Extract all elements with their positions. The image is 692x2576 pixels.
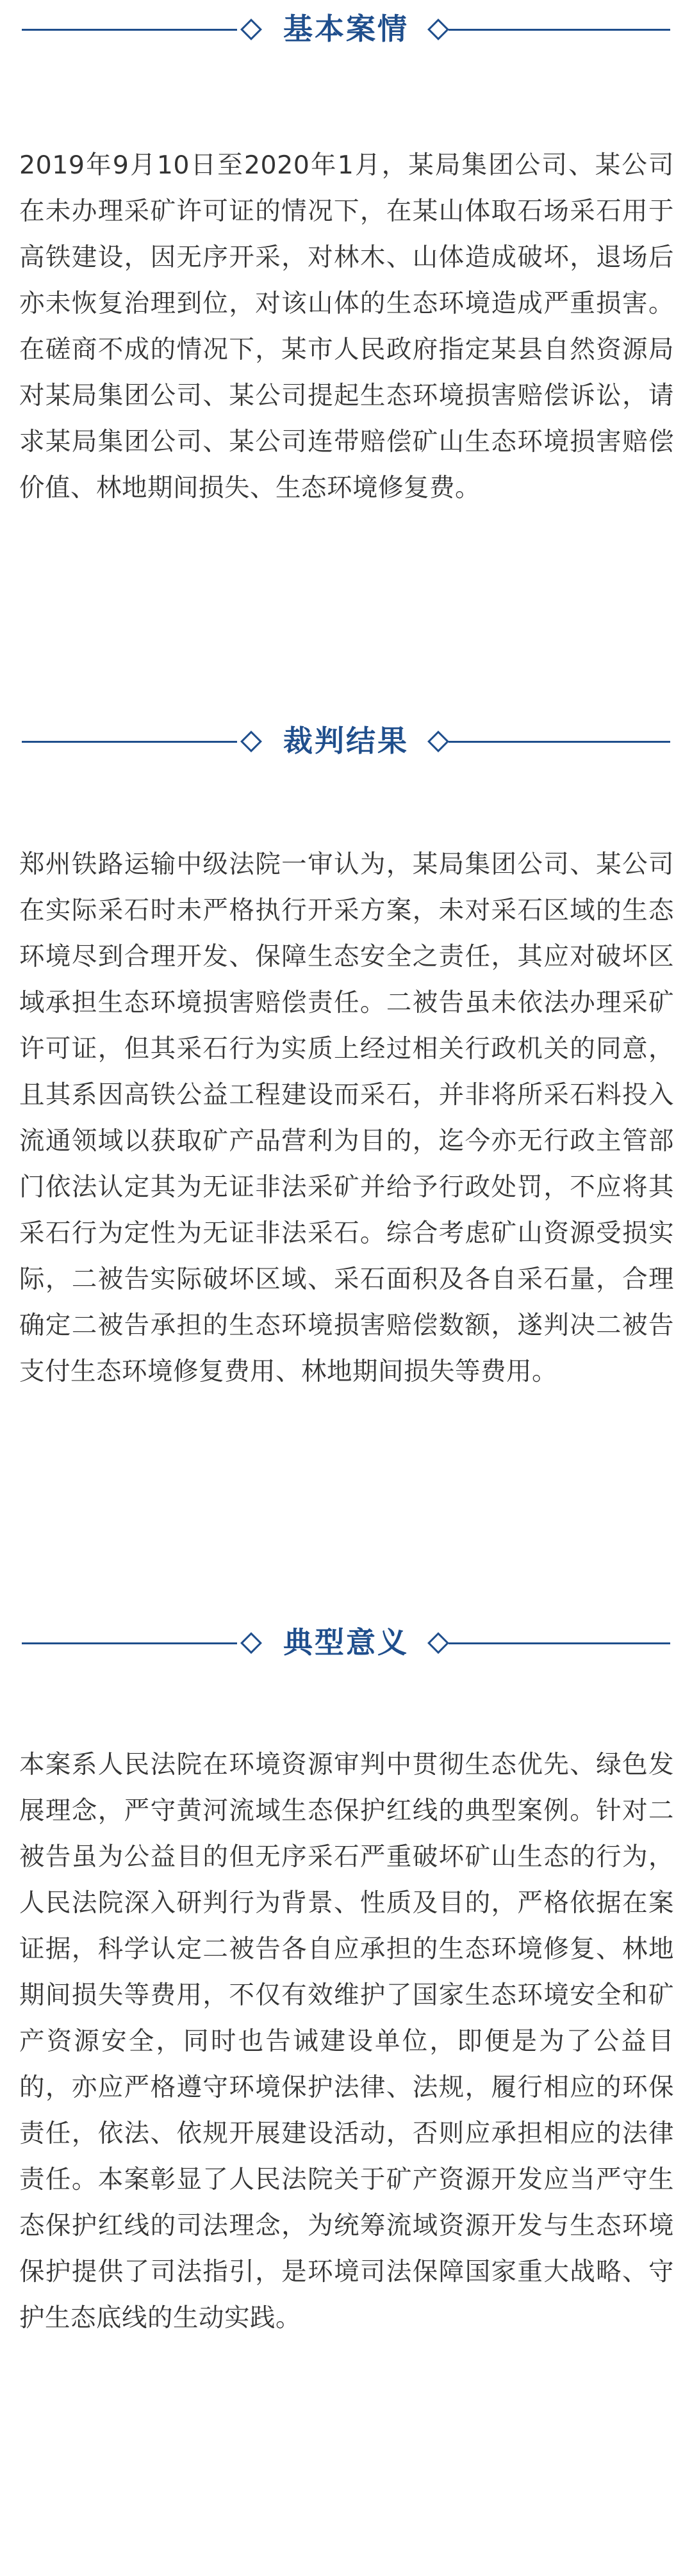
- section-body: 郑州铁路运输中级法院一审认为，某局集团公司、某公司在实际采石时未严格执行开采方案，未对采石区域的生态环境尽到合理开发、保障生态安全之责任，其应对破坏区域承担生态环境损害赔偿责任。二被告虽未依法办理采矿许可证，但其采石行为实质上经过相关行政机关的同意，且其系因高铁公益工程建设而采石，并非将所采石料投入流通领域以获取矿产品营利为目的，迄今亦无行政主管部门依法认定其为无证非法采矿并给予行政处罚，不应将其采石行为定性为无证非法采石。综合考虑矿山资源受损实际，二被告实际破坏区域、采石面积及各自采石量，合理确定二被告承担的生态环境损害赔偿数额，遂判决二被告支付生态环境修复费用、林地期间损失等费用。: [19, 850, 674, 1386]
- diamond-ornament-icon: [240, 1632, 262, 1654]
- heading-divider-left: [22, 29, 237, 31]
- section-body: 本案系人民法院在环境资源审判中贯彻生态优先、绿色发展理念，严守黄河流域生态保护红线的典型案例。针对二被告虽为公益目的但无序采石严重破坏矿山生态的行为，人民法院深入研判行为背景、性质及目的，严格依据在案证据，科学认定二被告各自应承担的生态环境修复、林地期间损失等费用，不仅有效维护了国家生态环境安全和矿产资源安全，同时也告诫建设单位，即便是为了公益目的，亦应严格遵守环境保护法律、法规，履行相应的环保责任，依法、依规开展建设活动，否则应承担相应的法律责任。本案彰显了人民法院关于矿产资源开发应当严守生态保护红线的司法理念，为统筹流域资源开发与生态环境保护提供了司法指引，是环境司法保障国家重大战略、守护生态底线的生动实践。: [19, 1750, 674, 2333]
- heading-divider-left: [22, 1642, 237, 1644]
- diamond-ornament-icon: [240, 731, 262, 752]
- heading-divider-right: [449, 1642, 670, 1644]
- diamond-ornament-icon: [427, 731, 449, 752]
- section-typical-significance: [0, 1614, 692, 2576]
- diamond-ornament-icon: [427, 19, 449, 40]
- diamond-ornament-icon: [427, 1632, 449, 1654]
- diamond-ornament-icon: [240, 19, 262, 40]
- heading-divider-right: [449, 29, 670, 31]
- section-heading: [0, 712, 692, 770]
- section-title: 基本案情: [283, 12, 409, 46]
- section-judgment-result: [0, 712, 692, 1583]
- heading-divider-right: [449, 741, 670, 743]
- section-title: 裁判结果: [283, 724, 409, 758]
- section-heading: [0, 0, 692, 58]
- section-body: 2019年9月10日至2020年1月，某局集团公司、某公司在未办理采矿许可证的情况下，在某山体取石场采石用于高铁建设，因无序开采，对林木、山体造成破坏，退场后亦未恢复治理到位，对该山体的生态环境造成严重损害。在磋商不成的情况下，某市人民政府指定某县自然资源局对某局集团公司、某公司提起生态环境损害赔偿诉讼，请求某局集团公司、某公司连带赔偿矿山生态环境损害赔偿价值、林地期间损失、生态环境修复费。: [19, 150, 674, 503]
- heading-divider-left: [22, 741, 237, 743]
- section-title: 典型意义: [283, 1625, 409, 1660]
- section-heading: [0, 1614, 692, 1671]
- section-basic-facts: [0, 0, 692, 666]
